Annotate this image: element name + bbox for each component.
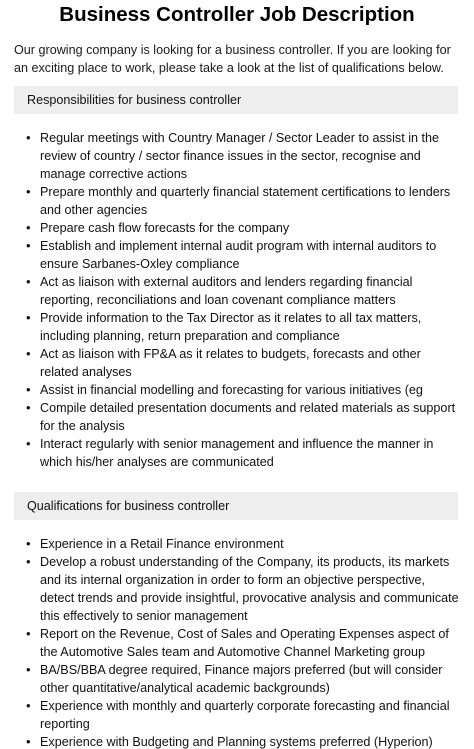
list-item (26, 399, 460, 435)
list-item (26, 183, 460, 219)
qualifications-list (0, 535, 460, 749)
list-item-text: Develop a robust understanding of the Company, its products, its markets and its internal organization in order to form an objective perspective, detect trends and provide insightful, provocative analysis and communicate this effectively to senior management (40, 555, 459, 623)
responsibilities-list (0, 129, 460, 471)
bullet-icon: • (26, 346, 31, 361)
list-item (26, 553, 460, 625)
page-title: Business Controller Job Description (59, 3, 415, 26)
qualifications-heading: Qualifications for business controller (14, 492, 458, 520)
bullet-icon: • (26, 382, 31, 397)
bullet-icon: • (26, 184, 31, 199)
bullet-icon: • (26, 400, 31, 415)
bullet-icon: • (26, 698, 31, 713)
list-item (26, 309, 460, 345)
list-item (26, 237, 460, 273)
list-item-text: Prepare monthly and quarterly financial statement certifications to lenders and other agencies (40, 185, 451, 217)
list-item (26, 381, 460, 399)
list-item-text: Prepare cash flow forecasts for the company (40, 221, 290, 235)
list-item-text: Assist in financial modelling and forecasting for various initiatives (eg (40, 383, 423, 397)
list-item-text: Interact regularly with senior management and influence the manner in which his/her analyses are communicated (40, 437, 434, 469)
list-item (26, 435, 460, 471)
list-item (26, 129, 460, 183)
intro-paragraph: Our growing company is looking for a business controller. If you are looking for an exciting place to work, please take a look at the list of qualifications below. (14, 43, 451, 75)
bullet-icon: • (26, 734, 31, 749)
bullet-icon: • (26, 220, 31, 235)
list-item-text: Experience with Budgeting and Planning systems preferred (Hyperion) (40, 735, 433, 749)
list-item (26, 625, 460, 661)
list-item (26, 733, 460, 749)
bullet-icon: • (26, 274, 31, 289)
list-item (26, 661, 460, 697)
list-item (26, 219, 460, 237)
list-item-text: Provide information to the Tax Director as it relates to all tax matters, including planning, return preparation and compliance (40, 311, 422, 343)
list-item-text: Establish and implement internal audit program with internal auditors to ensure Sarbanes-Oxley compliance (40, 239, 437, 271)
list-item (26, 535, 460, 553)
list-item (26, 273, 460, 309)
bullet-icon: • (26, 554, 31, 569)
list-item-text: BA/BS/BBA degree required, Finance majors preferred (but will consider other quantitative/analytical academic backgrounds) (40, 663, 443, 695)
list-item (26, 345, 460, 381)
list-item-text: Experience with monthly and quarterly corporate forecasting and financial reporting (40, 699, 450, 731)
list-item-text: Compile detailed presentation documents and related materials as support for the analysis (40, 401, 456, 433)
bullet-icon: • (26, 310, 31, 325)
bullet-icon: • (26, 662, 31, 677)
bullet-icon: • (26, 436, 31, 451)
bullet-icon: • (26, 130, 31, 145)
bullet-icon: • (26, 626, 31, 641)
list-item-text: Report on the Revenue, Cost of Sales and Operating Expenses aspect of the Automotive Sales team and Automotive Channel Marketing group (40, 627, 449, 659)
list-item-text: Act as liaison with external auditors and lenders regarding financial reporting, reconciliations and loan covenant compliance matters (40, 275, 413, 307)
list-item (26, 697, 460, 733)
list-item-text: Regular meetings with Country Manager / Sector Leader to assist in the review of country / sector finance issues in the sector, recognise and manage corrective actions (40, 131, 440, 181)
list-item-text: Act as liaison with FP&A as it relates to budgets, forecasts and other related analyses (40, 347, 421, 379)
responsibilities-heading: Responsibilities for business controller (14, 86, 458, 114)
bullet-icon: • (26, 536, 31, 551)
list-item-text: Experience in a Retail Finance environment (40, 537, 284, 551)
bullet-icon: • (26, 238, 31, 253)
